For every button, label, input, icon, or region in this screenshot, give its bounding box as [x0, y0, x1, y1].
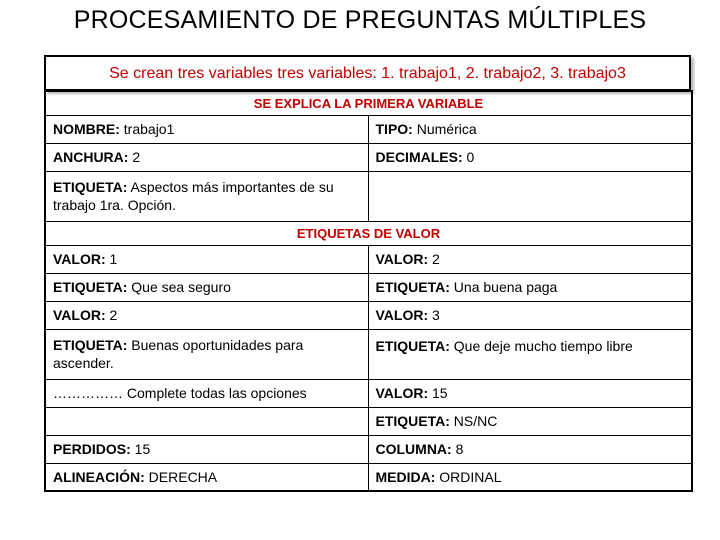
empty-cell: [368, 171, 692, 221]
tipo-label: TIPO:: [375, 121, 413, 137]
anchura-cell: [45, 143, 368, 171]
etiqueta-valor-value: Buenas oportunidades para ascender.: [53, 337, 304, 371]
etiqueta-value: Aspectos más importantes de su trabajo 1ra. Opción.: [53, 179, 334, 213]
variable-definition-table: [44, 90, 693, 492]
valor-label: VALOR:: [53, 307, 106, 323]
valor-value: 3: [428, 307, 440, 323]
perdidos-cell: [45, 435, 368, 463]
nombre-cell: [45, 115, 368, 143]
empty-cell: [45, 407, 368, 435]
etiqueta-valor-label: ETIQUETA:: [53, 279, 128, 295]
valor-cell: [45, 245, 368, 273]
valor-value: 2: [428, 251, 440, 267]
table-row: [45, 245, 692, 273]
etiqueta-valor-cell: [368, 329, 692, 379]
valor-value: 15: [428, 385, 448, 401]
complete-note-cell: …………… Complete todas las opciones: [45, 379, 368, 407]
table-row: [45, 301, 692, 329]
valor-label: VALOR:: [375, 251, 429, 267]
etiqueta-valor-value: Que sea seguro: [127, 279, 231, 295]
valor-label: VALOR:: [375, 385, 429, 401]
etiqueta-cell: [45, 171, 368, 221]
table-row: [45, 407, 692, 435]
section-header-first-variable: SE EXPLICA LA PRIMERA VARIABLE: [45, 91, 692, 115]
valor-value: 1: [105, 251, 118, 267]
columna-cell: [368, 435, 692, 463]
valor-label: VALOR:: [53, 251, 106, 267]
etiqueta-valor-label: ETIQUETA:: [375, 413, 450, 429]
valor-cell: [45, 301, 368, 329]
perdidos-label: PERDIDOS:: [53, 441, 131, 457]
etiqueta-valor-label: ETIQUETA:: [375, 337, 450, 354]
decimales-cell: [368, 143, 692, 171]
nombre-value: trabajo1: [119, 121, 175, 137]
section-header-value-labels: ETIQUETAS DE VALOR: [45, 221, 692, 245]
table-row: [45, 329, 692, 379]
perdidos-value: 15: [130, 441, 151, 457]
tipo-value: Numérica: [412, 121, 477, 137]
etiqueta-valor-cell: [45, 329, 368, 379]
etiqueta-valor-cell: [368, 407, 692, 435]
etiqueta-valor-label: ETIQUETA:: [375, 279, 450, 295]
columna-value: 8: [451, 441, 464, 457]
table-row: [45, 379, 692, 407]
valor-cell: [368, 379, 692, 407]
columna-label: COLUMNA:: [375, 441, 452, 457]
table-row: [45, 143, 692, 171]
decimales-value: 0: [462, 149, 475, 165]
medida-cell: [368, 463, 692, 491]
valor-cell: [368, 245, 692, 273]
etiqueta-valor-value: NS/NC: [449, 413, 498, 429]
etiqueta-valor-label: ETIQUETA:: [53, 337, 128, 353]
table-row: [45, 115, 692, 143]
etiqueta-valor-value: Una buena paga: [449, 279, 558, 295]
anchura-label: ANCHURA:: [53, 149, 129, 165]
page-title: PROCESAMIENTO DE PREGUNTAS MÚLTIPLES: [73, 6, 647, 34]
valor-label: VALOR:: [375, 307, 429, 323]
alineacion-label: ALINEACIÓN:: [53, 468, 145, 485]
etiqueta-valor-cell: [368, 273, 692, 301]
table-row: [45, 273, 692, 301]
medida-label: MEDIDA:: [375, 468, 436, 485]
nombre-label: NOMBRE:: [53, 121, 120, 137]
anchura-value: 2: [128, 149, 141, 165]
tipo-cell: [368, 115, 692, 143]
subtitle-banner: Se crean tres variables tres variables: 1. trabajo1, 2. trabajo2, 3. trabajo3: [44, 55, 691, 91]
valor-value: 2: [105, 307, 118, 323]
table-row: [45, 221, 692, 245]
table-row: [45, 435, 692, 463]
valor-cell: [368, 301, 692, 329]
decimales-label: DECIMALES:: [375, 149, 463, 165]
alineacion-value: DERECHA: [144, 468, 218, 485]
table-row: [45, 91, 692, 115]
etiqueta-valor-cell: [45, 273, 368, 301]
table-row: [45, 171, 692, 221]
table-row: [45, 463, 692, 491]
alineacion-cell: [45, 463, 368, 491]
etiqueta-label: ETIQUETA:: [53, 179, 128, 195]
etiqueta-valor-value: Que deje mucho tiempo libre: [449, 337, 633, 354]
medida-value: ORDINAL: [435, 468, 502, 485]
